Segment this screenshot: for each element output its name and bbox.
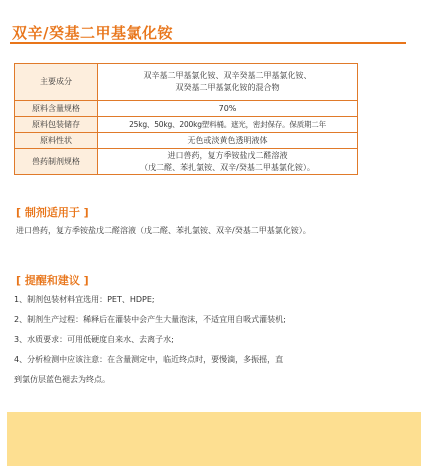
list-item: 到氯仿层蓝色褪去为终点。 — [14, 375, 110, 384]
table-row — [15, 117, 358, 133]
applicable-heading: [ 制剂适用于 ] — [16, 206, 89, 219]
row-value — [98, 117, 358, 133]
table-row — [15, 133, 358, 149]
value-line: （戊二醛、苯扎氯铵、双辛/癸基二甲基氯化铵）。 — [140, 162, 315, 172]
value-line: 70% — [218, 103, 237, 113]
row-value — [98, 64, 358, 101]
list-item: 4、分析检测中应该注意：在含量测定中，临近终点时，要慢滴，多振摇，直 — [14, 355, 284, 364]
tips-heading: [ 提醒和建议 ] — [16, 274, 89, 287]
list-item: 2、制剂生产过程：稀释后在灌装中会产生大量泡沫，不适宜用自吸式灌装机; — [14, 315, 286, 324]
value-line: 双辛基二甲基氯化铵、双辛癸基二甲基氯化铵、 — [143, 71, 312, 80]
row-label: 兽药制剂规格 — [15, 149, 98, 175]
tips-list — [14, 294, 286, 394]
table-row — [15, 64, 358, 101]
list-item: 1、制剂包装材料宜选用：PET、HDPE; — [14, 295, 155, 304]
spec-table — [14, 63, 358, 175]
list-item: 3、水质要求：可用低硬度自来水、去离子水; — [14, 335, 174, 344]
footer-band — [7, 412, 421, 466]
table-row — [15, 149, 358, 175]
page-title: 双辛/癸基二甲基氯化铵 — [12, 24, 173, 42]
row-label: 原料含量规格 — [15, 101, 98, 117]
row-value — [98, 133, 358, 149]
value-line: 进口兽药，复方季铵盐戊二醛溶液 — [167, 150, 288, 160]
applicable-text: 进口兽药，复方季铵盐戊二醛溶液（戊二醛、苯扎氯铵、双辛/癸基二甲基氯化铵）。 — [16, 226, 311, 235]
value-line: 25kg、50kg、200kg塑料桶。遮光，密封保存。保质期二年 — [129, 119, 326, 129]
row-label: 原料包装储存 — [15, 117, 98, 133]
row-value — [98, 149, 358, 175]
row-label: 原料性状 — [15, 133, 98, 149]
table-row — [15, 101, 358, 117]
title-divider — [10, 42, 406, 44]
row-label: 主要成分 — [15, 64, 98, 101]
value-line: 无色或淡黄色透明液体 — [187, 135, 268, 145]
value-line: 双癸基二甲基氯化铵的混合物 — [175, 83, 280, 92]
row-value — [98, 101, 358, 117]
